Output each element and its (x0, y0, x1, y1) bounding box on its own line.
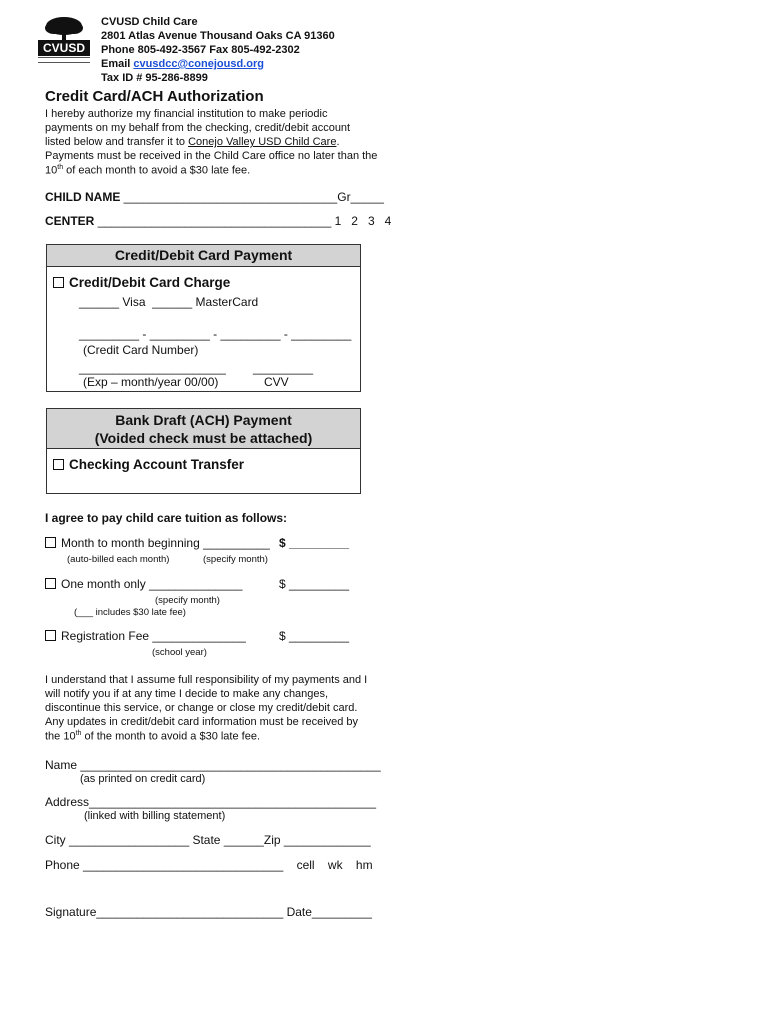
card-charge-label: Credit/Debit Card Charge (69, 275, 231, 290)
card-type-field[interactable]: ______ Visa ______ MasterCard (79, 295, 259, 309)
amount-field[interactable]: $ _________ (279, 577, 350, 591)
page-title: Credit Card/ACH Authorization (45, 88, 264, 105)
option-note: (___ includes $30 late fee) (74, 607, 186, 618)
center-field[interactable] (45, 214, 391, 228)
terms-text: of the month to avoid a $30 late fee. (81, 730, 261, 743)
address-field[interactable]: Address___________________________________________ (45, 795, 376, 809)
terms-line: Any updates in credit/debit card information must be received by (45, 716, 359, 728)
intro-text: 10 (45, 164, 58, 177)
bank-box-header (47, 409, 360, 449)
option-note: (specify month) (203, 554, 268, 565)
card-number-field[interactable]: _________ - _________ - _________ - _________ (79, 327, 352, 341)
bank-payment-box (46, 408, 361, 494)
intro-line: Payments must be received in the Child Care office no later than the (45, 150, 378, 162)
checkbox-icon[interactable] (45, 630, 56, 641)
cvv-field[interactable]: _________ (253, 361, 314, 375)
cvv-label: CVV (264, 375, 289, 389)
option-one-month[interactable] (45, 577, 242, 591)
checkbox-icon[interactable] (45, 578, 56, 589)
child-name-label: CHILD NAME (45, 190, 121, 204)
checkbox-icon[interactable] (53, 277, 64, 288)
card-payment-box (46, 244, 361, 392)
option-label: One month only ______________ (61, 577, 243, 591)
org-phone-fax: Phone 805-492-3567 Fax 805-492-2302 (101, 44, 300, 56)
exp-label: (Exp – month/year 00/00) (83, 375, 219, 389)
intro-text: listed below and transfer it to (45, 136, 189, 148)
terms-line (45, 730, 260, 743)
org-tax-id: Tax ID # 95-286-8899 (101, 72, 208, 84)
terms-line: I understand that I assume full responsibility of my payments and I (45, 674, 368, 686)
org-name: CVUSD Child Care (101, 16, 198, 28)
intro-line (45, 136, 340, 148)
name-field[interactable]: Name _____________________________________________ (45, 758, 381, 772)
center-options: 1 2 3 4 (334, 214, 392, 228)
intro-text: . (336, 136, 340, 148)
option-registration-fee[interactable] (45, 629, 246, 643)
intro-line (45, 164, 250, 177)
city-state-zip-field[interactable]: City __________________ State ______Zip _____________ (45, 833, 371, 847)
amount-field[interactable]: $ _________ (279, 629, 350, 643)
logo-wordmark: CVUSD (38, 40, 90, 56)
option-label: Registration Fee ______________ (61, 629, 246, 643)
cvusd-logo (36, 16, 92, 62)
card-number-label: (Credit Card Number) (83, 343, 199, 357)
card-charge-option[interactable] (53, 275, 230, 290)
logo-tagline (38, 57, 90, 63)
intro-line: I hereby authorize my financial institution to make periodic (45, 108, 328, 120)
amount-field[interactable]: $ _________ (279, 536, 350, 550)
option-note: (auto-billed each month) (67, 554, 170, 565)
checking-transfer-label: Checking Account Transfer (69, 457, 245, 472)
phone-field[interactable]: Phone ______________________________ cell wk hm (45, 858, 373, 872)
payee-name: Conejo Valley USD Child Care (188, 136, 337, 148)
center-blank: ___________________________________ (97, 214, 332, 228)
option-month-to-month[interactable] (45, 536, 270, 550)
child-name-field[interactable] (45, 190, 384, 204)
checkbox-icon[interactable] (45, 537, 56, 548)
org-email (101, 58, 264, 70)
option-note: (school year) (152, 647, 207, 658)
option-note: (specify month) (155, 595, 220, 606)
center-label: CENTER (45, 214, 95, 228)
superscript: th (57, 164, 64, 171)
name-note: (as printed on credit card) (80, 773, 206, 785)
option-label: Month to month beginning __________ (61, 536, 270, 550)
address-note: (linked with billing statement) (84, 810, 226, 822)
terms-line: discontinue this service, or change or close my credit/debit card. (45, 702, 358, 714)
checking-transfer-option[interactable] (53, 457, 244, 472)
org-address: 2801 Atlas Avenue Thousand Oaks CA 91360 (101, 30, 335, 42)
card-box-header: Credit/Debit Card Payment (47, 245, 360, 267)
checkbox-icon[interactable] (53, 459, 64, 470)
terms-text: the 10 (45, 730, 76, 743)
exp-field[interactable]: ______________________ (79, 361, 226, 375)
bank-box-title: Bank Draft (ACH) Payment (115, 412, 292, 428)
intro-text: of each month to avoid a $30 late fee. (63, 164, 251, 177)
email-link[interactable]: cvusdcc@conejousd.org (133, 58, 264, 70)
terms-line: will notify you if at any time I decide to make any changes, (45, 688, 329, 700)
agree-heading: I agree to pay child care tuition as follows: (45, 511, 288, 525)
signature-date-field[interactable]: Signature____________________________ Date_________ (45, 905, 372, 919)
email-label: Email (101, 58, 134, 70)
intro-line: payments on my behalf from the checking, credit/debit account (45, 122, 351, 134)
grade-blank: Gr_____ (337, 190, 384, 204)
child-name-blank: ________________________________ (123, 190, 338, 204)
bank-box-subtitle: (Voided check must be attached) (94, 430, 313, 446)
superscript: th (75, 730, 82, 737)
tree-logo-icon (42, 16, 86, 42)
